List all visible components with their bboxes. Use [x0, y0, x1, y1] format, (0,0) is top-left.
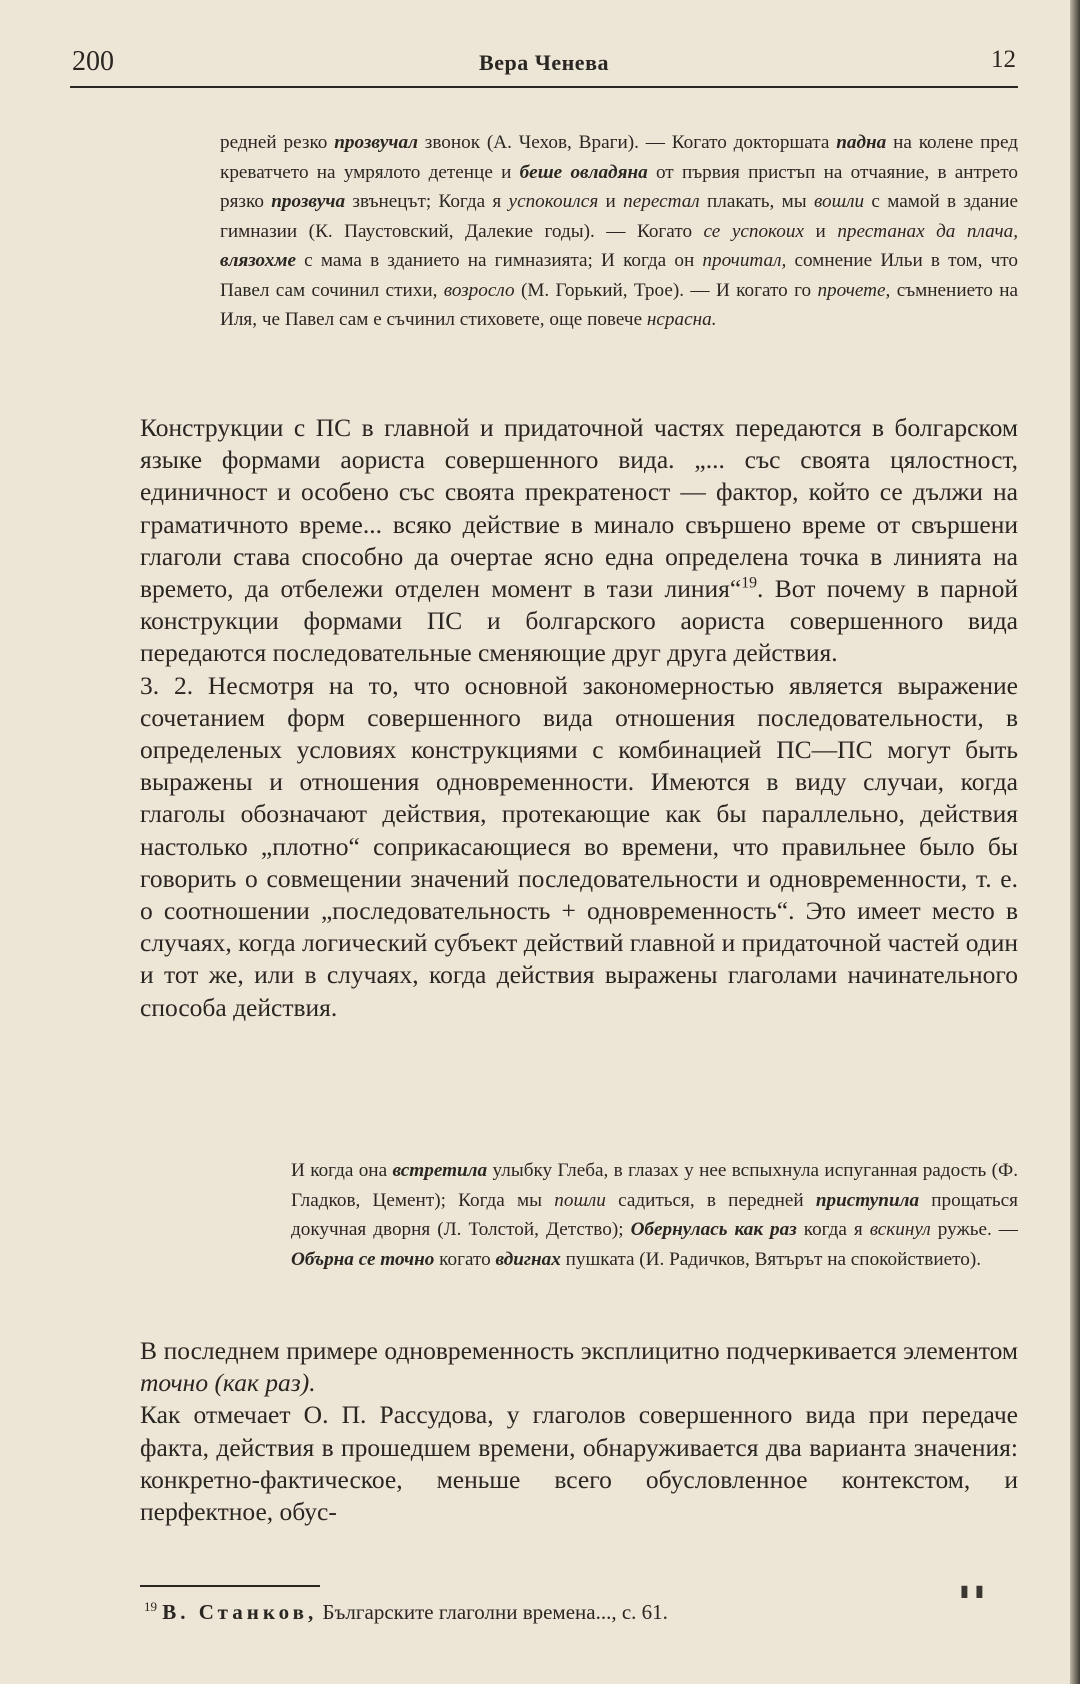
- quote1-run: съмнението на Иля, че Павел сам е съчинил стиховете, още повече: [220, 279, 1018, 330]
- quote1-run: успокоился: [508, 191, 599, 212]
- quote1-run: редней резко: [220, 132, 335, 153]
- quote1-run: беше овладяна: [519, 161, 648, 183]
- footnote-author: В. Станков,: [162, 1600, 318, 1624]
- chapter-number: 12: [991, 46, 1016, 73]
- quote1-run: прочете,: [817, 279, 891, 301]
- page-header: [70, 46, 1018, 88]
- quote2-run: пушката (И. Радичков, Вятърът на спокойствието).: [560, 1248, 982, 1270]
- quote1-run: падна: [836, 132, 887, 153]
- quote1-run: перестал: [623, 191, 700, 212]
- quote1-run: (М. Горький, Трое). — И когато го: [514, 279, 818, 301]
- page-number: 200: [72, 46, 114, 77]
- paragraph-4: Как отмечает О. П. Рассудова, у глаголов совершенного вида при передаче факта, действия в прошедшем времени, обнаруживается два варианта значения: конкретно-фактическое, меньше всего обусловленное контекстом, и перфектное, обус-: [140, 1400, 1018, 1527]
- quote2-run: когато: [434, 1248, 496, 1270]
- footnote-title: Българските глаголни времена..., с. 61.: [317, 1600, 668, 1624]
- quote1-run: плакать, мы: [699, 191, 814, 212]
- footnote-rule: [140, 1585, 320, 1587]
- quote1-run: се успокоих: [703, 220, 805, 242]
- paragraph-3-emphasis: точно (как раз).: [140, 1368, 316, 1398]
- quote1-run: и: [598, 191, 624, 212]
- body-text-1: [140, 412, 1018, 1024]
- footnote-number: 19: [144, 1599, 158, 1614]
- footnote-19: [144, 1598, 1024, 1626]
- quote2-run: ружье. —: [930, 1219, 1018, 1240]
- quote1-run: возросло: [443, 279, 515, 301]
- print-mark: ▮: [975, 1583, 984, 1600]
- quote2-run: улыбку Глеба, в глазах у нее вспыхнула испуганная радость (Ф. Гладков, Цемент); Когда мы: [291, 1160, 1019, 1211]
- quote2-run: прощаться докучная дворня (Л. Толстой, Детство);: [291, 1189, 1019, 1240]
- quote1-run: прозвуча: [271, 191, 346, 212]
- quote1-run: прозвучал: [334, 132, 418, 153]
- quote1-run: прочитал,: [702, 250, 787, 271]
- paragraph-3: [140, 1335, 1018, 1399]
- paragraph-3-text: В последнем примере одновременность эксплицитно подчеркивается элементом: [140, 1336, 1018, 1365]
- quote1-run: с мама в зданието на гимназията; И когда он: [296, 250, 703, 271]
- quote1-run: влязохме: [220, 250, 297, 271]
- footnote-ref: 19: [741, 574, 758, 592]
- quote1-run: сомнение Ильи в том, что Павел сам сочинил стихи,: [220, 250, 1018, 301]
- quote1-run: от първия пристъп на отчаяние, в антрето рязко: [220, 161, 1018, 212]
- page-edge: [1070, 0, 1080, 1684]
- example-quote-2: [291, 1156, 1018, 1274]
- quote2-run: вскинул: [869, 1219, 931, 1240]
- paragraph-2: 3. 2. Несмотря на то, что основной закономерностью является выражение сочетанием форм совершенного вида отношения последовательности, в определеных условиях конструкциями с комбинацией ПС—ПС могут быть выражены и отношения одновременности. Имеются в виду случаи, когда глаголы обозначают действия, протекающие как бы параллельно, действия настолько „плотно“ соприкасающиеся во времени, что правильнее было бы говорить о совмещении значений последовательности и одновременности, т. е. о соотношении „последовательность + одновременность“. Это имеет место в случаях, когда логический субъект действий главной и придаточной частей один и тот же, или в случаях, когда действия выражены глаголами начинательного способа действия.: [140, 670, 1018, 1022]
- quote1-run: вошли: [813, 191, 865, 212]
- paragraph-1-continued: . Вот почему в парной конструкции формами ПС и болгарского аориста совершенного вида передаются последовательные сменяющие друг друга действия.: [140, 574, 1018, 668]
- quote1-run: на колене пред креватчето на умрялото детенце и: [220, 132, 1018, 183]
- example-quote-1: [220, 128, 1018, 335]
- paragraph-1-text: Конструкции с ПС в главной и придаточной частях передаются в болгарском языке формами аориста совершенного вида. „... със своята цялостност, единичност и особено със своята прекратеност — фактор, който се дължи на граматичното време... всяко действие в минало свършено време от свършени глаголи става способно да очертае ясно една определена точка в линията на времето, да отбележи отделен момент в тази линия“: [140, 413, 1018, 604]
- quote1-run: престанах да плача,: [837, 220, 1018, 242]
- quote1-run: нсрасна.: [646, 309, 717, 330]
- running-title: Вера Ченева: [479, 50, 609, 75]
- quote1-run: и: [804, 220, 838, 242]
- quote1-run: звънецът; Когда я: [345, 191, 509, 212]
- quote2-run: Обърна се точно: [291, 1248, 435, 1270]
- quote2-run: приступила: [815, 1189, 920, 1211]
- quote2-run: когда я: [796, 1219, 870, 1240]
- body-text-2: [140, 1335, 1018, 1528]
- quote1-run: звонок (А. Чехов, Враги). — Когато докторшата: [417, 132, 837, 153]
- quote2-run: встретила: [392, 1160, 488, 1181]
- example-quote-2-text: [291, 1156, 1018, 1274]
- print-mark: ▮: [960, 1583, 969, 1600]
- example-quote-1-text: [220, 128, 1018, 335]
- quote2-run: Обернулась как раз: [630, 1219, 797, 1240]
- quote2-run: пошли: [554, 1189, 606, 1211]
- quote1-run: с мамой в здание гимназии (К. Паустовский, Далекие годы). — Когато: [220, 191, 1018, 242]
- paragraph-1: [140, 412, 1018, 670]
- quote2-run: вдигнах: [495, 1248, 561, 1270]
- quote2-run: садиться, в передней: [605, 1189, 816, 1211]
- quote2-run: И когда она: [291, 1160, 393, 1181]
